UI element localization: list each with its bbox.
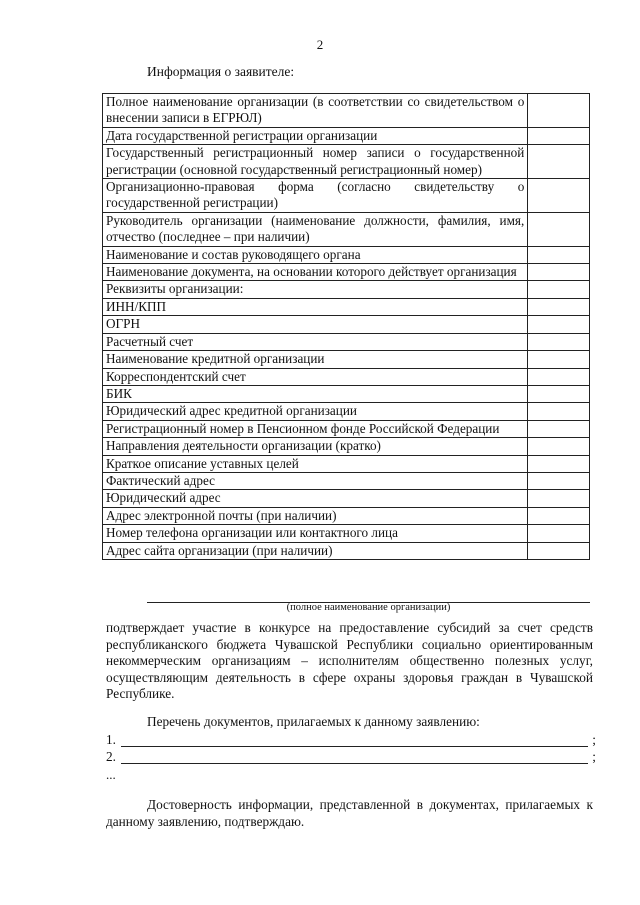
table-row-label: Адрес сайта организации (при наличии) <box>103 542 528 559</box>
table-row-label: Юридический адрес <box>103 490 528 507</box>
table-row-label: Полное наименование организации (в соответствии со свидетельством о внесении записи в ЕГРЮЛ) <box>103 94 528 128</box>
document-line-number: 1. <box>106 732 116 747</box>
table-row <box>103 316 590 333</box>
table-row <box>103 246 590 263</box>
table-row-label: Краткое описание уставных целей <box>103 455 528 472</box>
table-row-value-cell[interactable] <box>528 368 590 385</box>
table-row-label: Дата государственной регистрации организации <box>103 127 528 144</box>
table-row <box>103 127 590 144</box>
table-row-label: Расчетный счет <box>103 333 528 350</box>
table-row-label: Адрес электронной почты (при наличии) <box>103 507 528 524</box>
table-row <box>103 145 590 179</box>
final-statement: Достоверность информации, представленной в документах, прилагаемых к данному заявлению, подтверждаю. <box>106 797 593 829</box>
table-row-label: БИК <box>103 385 528 402</box>
table-row-label: Номер телефона организации или контактного лица <box>103 525 528 542</box>
table-row-value-cell[interactable] <box>528 490 590 507</box>
table-row-label: Фактический адрес <box>103 472 528 489</box>
table-row-value-cell[interactable] <box>528 385 590 402</box>
table-row-label: ИНН/КПП <box>103 298 528 315</box>
table-row <box>103 403 590 420</box>
table-row-value-cell[interactable] <box>528 472 590 489</box>
table-row-value-cell[interactable] <box>528 542 590 559</box>
table-row-label: Наименование кредитной организации <box>103 351 528 368</box>
applicant-info-heading: Информация о заявителе: <box>147 64 295 79</box>
table-row <box>103 490 590 507</box>
table-row-value-cell[interactable] <box>528 179 590 213</box>
table-row <box>103 298 590 315</box>
table-row <box>103 94 590 128</box>
table-row <box>103 351 590 368</box>
table-row-value-cell[interactable] <box>528 333 590 350</box>
table-row <box>103 507 590 524</box>
table-row-value-cell[interactable] <box>528 127 590 144</box>
table-row-label: Реквизиты организации: <box>103 281 528 298</box>
org-name-caption: (полное наименование организации) <box>286 602 451 613</box>
table-row <box>103 455 590 472</box>
table-row-label: Руководитель организации (наименование должности, фамилия, имя, отчество (последнее – при наличии) <box>103 212 528 246</box>
table-row <box>103 333 590 350</box>
table-row <box>103 385 590 402</box>
table-row-label: Организационно-правовая форма (согласно свидетельству о государственной регистрации) <box>103 179 528 213</box>
document-line-end: ; <box>592 732 596 747</box>
confirmation-paragraph: подтверждает участие в конкурсе на предоставление субсидий за счет средств республиканского бюджета Чувашской Республики социально ориентированным некоммерческим организациям – исполнителям общественно полезных услуг, осуществляющим деятельность в сфере охраны здоровья граждан в Чувашской Республике. <box>106 620 593 702</box>
table-row <box>103 420 590 437</box>
applicant-info-table <box>102 93 590 560</box>
table-row-label: Государственный регистрационный номер записи о государственной регистрации (основной государственный регистрационный номер) <box>103 145 528 179</box>
table-row <box>103 212 590 246</box>
table-row <box>103 281 590 298</box>
table-row-label: Наименование и состав руководящего органа <box>103 246 528 263</box>
documents-list-heading: Перечень документов, прилагаемых к данному заявлению: <box>147 714 480 729</box>
table-row-value-cell[interactable] <box>528 351 590 368</box>
table-row-value-cell[interactable] <box>528 281 590 298</box>
document-line-number: 2. <box>106 749 116 764</box>
table-row <box>103 542 590 559</box>
document-line-rule <box>121 746 588 747</box>
table-row-value-cell[interactable] <box>528 507 590 524</box>
table-row-label: ОГРН <box>103 316 528 333</box>
table-row <box>103 368 590 385</box>
table-row-label: Направления деятельности организации (кратко) <box>103 438 528 455</box>
table-row-label: Юридический адрес кредитной организации <box>103 403 528 420</box>
table-row-value-cell[interactable] <box>528 420 590 437</box>
table-row <box>103 472 590 489</box>
document-line-2[interactable] <box>106 749 596 766</box>
table-row-value-cell[interactable] <box>528 264 590 281</box>
table-row-value-cell[interactable] <box>528 316 590 333</box>
document-line-end: ; <box>592 749 596 764</box>
table-row-value-cell[interactable] <box>528 455 590 472</box>
table-row-value-cell[interactable] <box>528 298 590 315</box>
document-line-1[interactable] <box>106 732 596 749</box>
table-row <box>103 179 590 213</box>
table-row <box>103 264 590 281</box>
documents-list-ellipsis: ... <box>106 767 116 782</box>
table-row-label: Корреспондентский счет <box>103 368 528 385</box>
applicant-info-table-body <box>103 94 590 560</box>
document-line-rule <box>121 763 588 764</box>
table-row-value-cell[interactable] <box>528 403 590 420</box>
table-row-label: Регистрационный номер в Пенсионном фонде Российской Федерации <box>103 420 528 437</box>
table-row-value-cell[interactable] <box>528 246 590 263</box>
table-row <box>103 438 590 455</box>
table-row-value-cell[interactable] <box>528 145 590 179</box>
table-row-value-cell[interactable] <box>528 212 590 246</box>
table-row-label: Наименование документа, на основании которого действует организация <box>103 264 528 281</box>
table-row-value-cell[interactable] <box>528 94 590 128</box>
table-row <box>103 525 590 542</box>
page-number: 2 <box>316 37 324 52</box>
table-row-value-cell[interactable] <box>528 438 590 455</box>
table-row-value-cell[interactable] <box>528 525 590 542</box>
